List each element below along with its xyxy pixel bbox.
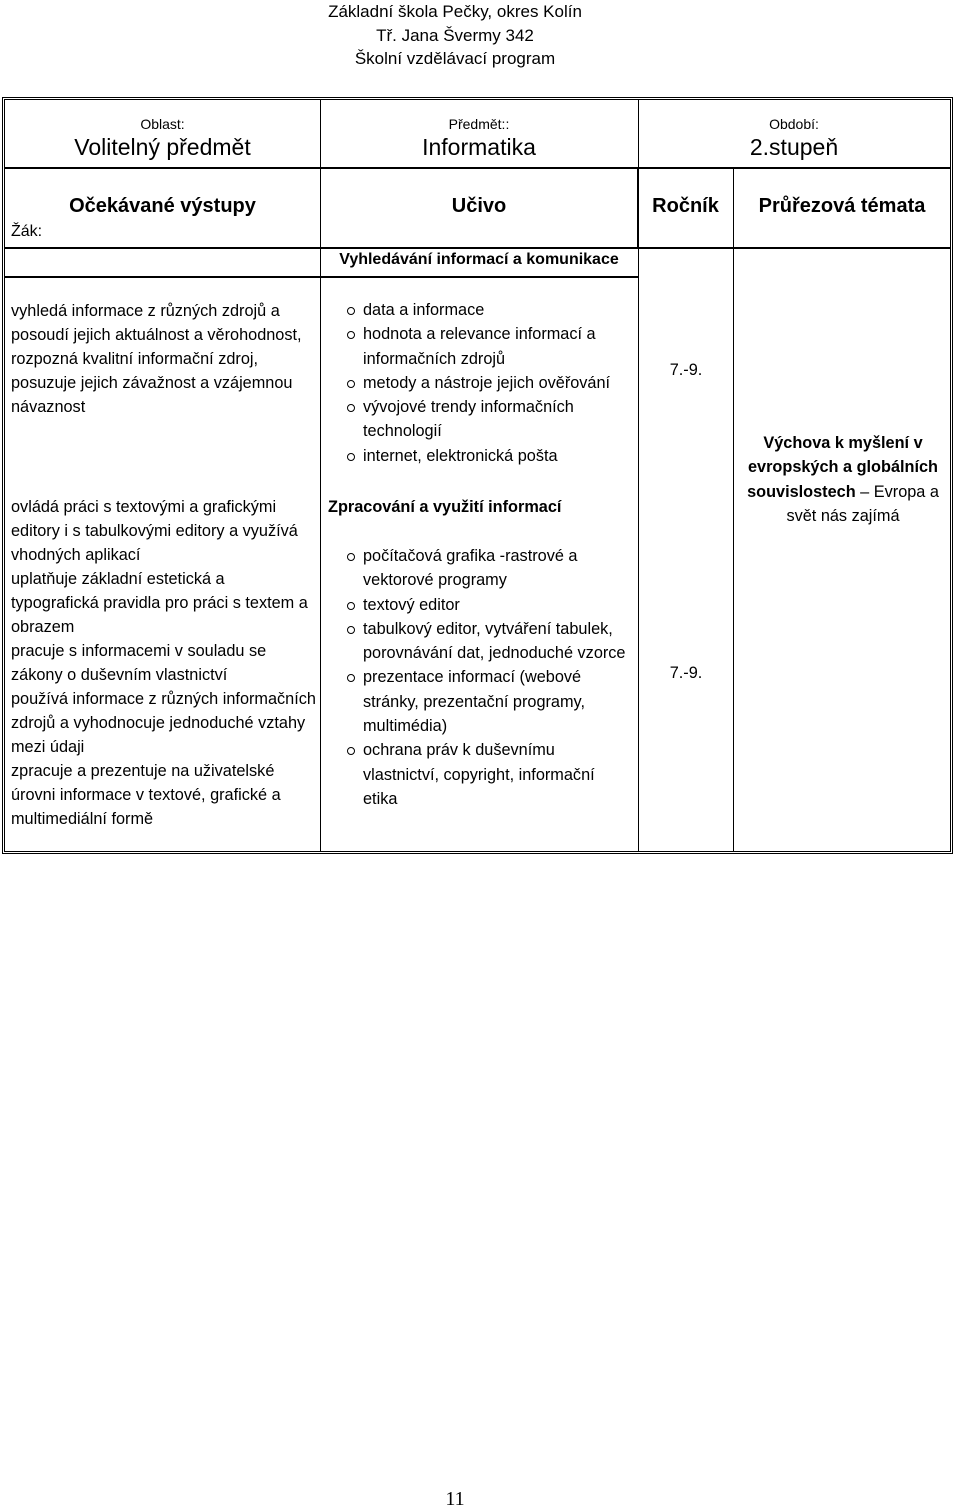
topic-item: internet, elektronická pošta bbox=[328, 444, 628, 468]
outcome-item: ovládá práci s textovými a grafickými editory i s tabulkovými editory a využívá vhodných aplikací bbox=[11, 498, 298, 564]
pupil-label: Žák: bbox=[11, 223, 43, 240]
document-header bbox=[0, 0, 910, 71]
row-divider-section bbox=[5, 276, 638, 278]
topics-block-2 bbox=[328, 544, 628, 811]
grade-heading: Ročník bbox=[652, 195, 719, 217]
period-label: Období: bbox=[769, 116, 819, 132]
topic-item: prezentace informací (webové stránky, prezentační programy, multimédia) bbox=[328, 665, 628, 738]
topics-heading-2: Zpracování a využití informací bbox=[328, 498, 562, 516]
grade-value: 7.-9. bbox=[669, 664, 703, 682]
grade-value: 7.-9. bbox=[669, 361, 703, 379]
outcome-item: zpracuje a prezentuje na uživatelské úrovni informace v textové, grafické a multimediální formě bbox=[11, 762, 281, 828]
cross-topic-title: Výchova k myšlení v evropských a globálních souvislostech bbox=[747, 434, 938, 501]
topic-item: vývojové trendy informačních technologií bbox=[328, 395, 628, 444]
row-divider-meta bbox=[5, 167, 950, 169]
curriculum-heading: Učivo bbox=[451, 195, 507, 217]
page-number: 11 bbox=[445, 1488, 465, 1510]
area-label: Oblast: bbox=[140, 116, 185, 132]
topic-item: textový editor bbox=[328, 593, 628, 617]
topic-item: ochrana práv k duševnímu vlastnictví, copyright, informační etika bbox=[328, 738, 628, 811]
program-name: Školní vzdělávací program bbox=[354, 49, 556, 68]
section-title: Vyhledávání informací a komunikace bbox=[339, 251, 619, 268]
topic-item: počítačová grafika -rastrové a vektorové programy bbox=[328, 544, 628, 593]
topic-item: data a informace bbox=[328, 298, 628, 322]
school-address: Tř. Jana Švermy 342 bbox=[376, 25, 534, 45]
outcome-item: pracuje s informacemi v souladu se zákony o duševním vlastnictví bbox=[11, 642, 267, 684]
cross-topic-dash: – bbox=[855, 482, 874, 501]
area-value: Volitelný předmět bbox=[74, 134, 251, 160]
topic-item: tabulkový editor, vytváření tabulek, porovnávání dat, jednoduché vzorce bbox=[328, 617, 628, 666]
topic-item: metody a nástroje jejich ověřování bbox=[328, 371, 628, 395]
period-value: 2.stupeň bbox=[749, 134, 839, 160]
outcomes-block-2 bbox=[11, 495, 316, 831]
subject-label: Předmět:: bbox=[448, 116, 510, 132]
outcome-item: rozpozná kvalitní informační zdroj, posuzuje jejich závažnost a vzájemnou návaznost bbox=[11, 350, 293, 416]
row-divider-heading bbox=[5, 247, 950, 249]
school-name: Základní škola Pečky, okres Kolín bbox=[328, 2, 582, 21]
outcome-item: vyhledá informace z různých zdrojů a posoudí jejich aktuálnost a věrohodnost, bbox=[11, 302, 302, 344]
cross-topic-detail: Evropa a svět nás zajímá bbox=[786, 482, 939, 525]
subject-value: Informatika bbox=[422, 134, 536, 160]
cross-topics-heading: Průřezová témata bbox=[758, 195, 926, 217]
outcomes-block-1 bbox=[11, 299, 316, 419]
outcome-item: používá informace z různých informačních zdrojů a vyhodnocuje jednoduché vztahy mezi údaji bbox=[11, 690, 316, 756]
topics-block-1 bbox=[328, 298, 628, 468]
outcome-item: uplatňuje základní estetická a typografická pravidla pro práci s textem a obrazem bbox=[11, 570, 308, 636]
cross-topic bbox=[734, 431, 952, 528]
topic-item: hodnota a relevance informací a informačních zdrojů bbox=[328, 322, 628, 371]
outcomes-heading: Očekávané výstupy bbox=[69, 195, 256, 217]
